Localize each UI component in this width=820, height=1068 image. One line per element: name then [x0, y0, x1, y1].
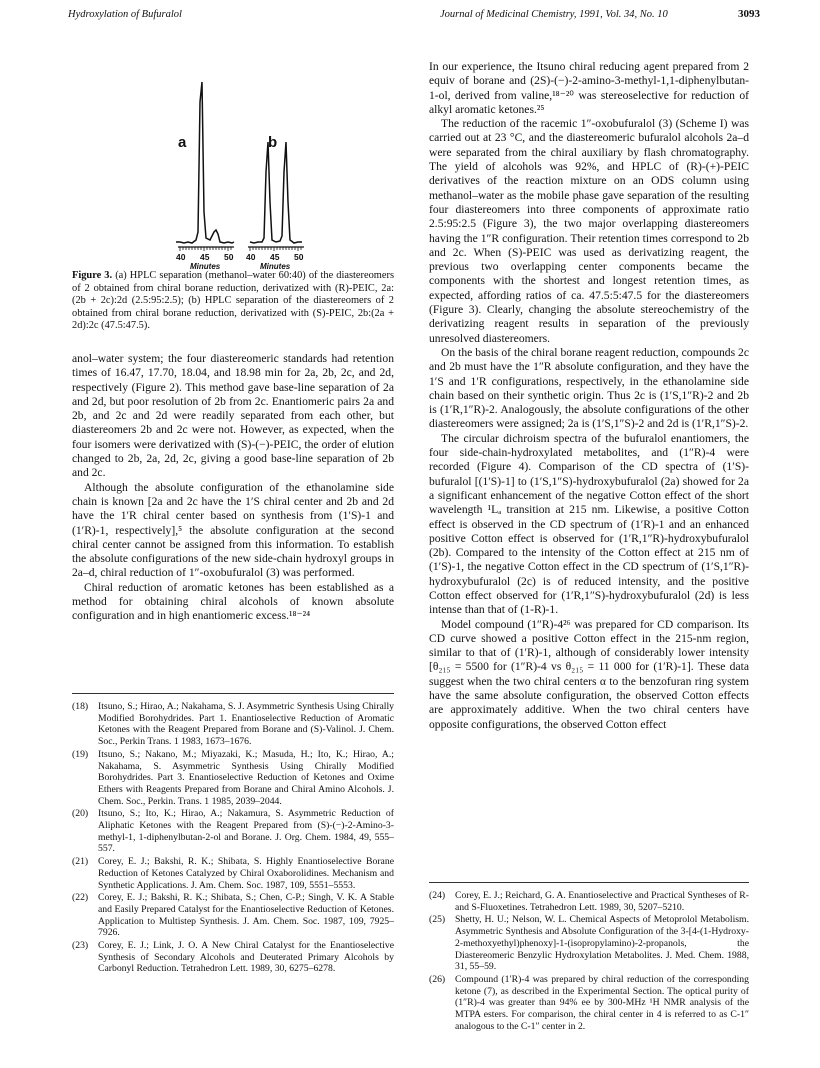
left-paragraph-2: Although the absolute configuration of the ethanolamine side chain is known [2a and 2c have the 1′S chiral center and 2b and 2d have the 1′R chiral center based on synthesis from (1′S)-1 and (1′R)-1, respectively],⁵ the absolute configuration at the second chiral center cannot be assigned from this information. To establish the absolute configurations of the new side-chain hydroxyl groups in 2a–d, chiral reduction of 1″-oxobufuralol (3) was performed.: [72, 480, 394, 580]
tick-a-40: 40: [176, 252, 186, 262]
reference-item: (25) Shetty, H. U.; Nelson, W. L. Chemical Aspects of Metoprolol Metabolism. Asymmetric Synthesis and Absolute Configuration of the 3-[4-(1-Hydroxy-2-methoxyethyl)phenoxy]-1-(isopropylamino)-2-propanols, the Diastereomeric Benzylic Hydroxylation Metabolites. J. Med. Chem. 1988, 31, 55–59.: [429, 914, 749, 973]
chromatogram-trace-b: [250, 142, 302, 243]
panel-b-label: b: [268, 134, 278, 151]
right-paragraph-3: On the basis of the chiral borane reagent reduction, compounds 2c and 2b must have the 1″R absolute configuration, and they have the 1′S and 1′R configurations, respectively, in the ethanolamine side chain based on their synthetic origin. Thus 2c is (1′S,1″R)-2 and 2b is (1′R,1″R)-2. Analogously, the absolute configurations of the other diastereomers were assigned; 2a is (1′S,1″S)-2 and 2d is (1′R,1″S)-2.: [429, 345, 749, 431]
caption-text: (a) HPLC separation (methanol–water 60:40) of the diastereomers of 2 obtained from chiral borane reduction, derivatized with (R)-PEIC, 2a:(2b + 2c):2d (2.5:95:2.5); (b) HPLC separation of the diastereomers of 2 obtained from chiral borane reduction, derivatized with (S)-PEIC, 2b:(2a + 2d):2c (47.5:47.5).: [72, 270, 394, 332]
reference-item: (24) Corey, E. J.; Reichard, G. A. Enantioselective and Practical Syntheses of R- and S-Fluoxetines. Tetrahedron Lett. 1989, 30, 5207–5210.: [429, 890, 749, 913]
reference-item: (18) Itsuno, S.; Hirao, A.; Nakahama, S. J. Asymmetric Synthesis Using Chirally Modified Borohydrides. Part 1. Enantioselective Reduction of Aromatic Ketones with the Reagent Prepared from Borane and (S)-Valinol. J. Chem. Soc., Perkin Trans. 1 1983, 1673–1676.: [72, 701, 394, 748]
reference-item: (22) Corey, E. J.; Bakshi, R. K.; Shibata, S.; Chen, C-P.; Singh, V. K. A Stable and Easily Prepared Catalyst for the Enantioselective Reduction of Ketones. Application to Multistep Synthesis. J. Am. Chem. Soc. 1987, 109, 7925–7926.: [72, 892, 394, 939]
left-column-body: [72, 352, 394, 624]
left-paragraph-1: anol–water system; the four diastereomeric standards had retention times of 16.47, 17.70, 18.04, and 18.98 min for 2a, 2b, 2c, and 2d, respectively (Figure 2). This method gave base-line separation of 2a and 2d, but poor resolution of 2b from 2c. Enantiomeric pairs 2a and 2b, and 2c and 2d were readily separated from each other, but diastereomers 2b and 2c were not. However, as expected, when the four isomers were derivatized with (S)-(−)-PEIC, the order of elution changed to 2b, 2a, 2d, 2c, giving a good base-line separation of 2b and 2c.: [72, 352, 394, 480]
references-right: [429, 890, 749, 1033]
footnote-rule-right: [429, 882, 749, 883]
reference-item: (19) Itsuno, S.; Nakano, M.; Miyazaki, K.; Masuda, H.; Ito, K.; Hirao, A.; Nakahama, S. Asymmetric Synthesis Using Chirally Modified Borohydrides. Part 3. Enantioselective Reduction of Ketones and Oxime Ethers with Reagents Prepared from Borane and Chiral Amino Alcohols. J. Chem. Soc., Perkin. Trans. 1 1985, 2039–2044.: [72, 748, 394, 807]
left-paragraph-3: Chiral reduction of aromatic ketones has been established as a method for obtaining chiral alcohols of known absolute configuration and in high enantiomeric excess.¹⁸⁻²⁴: [72, 580, 394, 623]
right-paragraph-1: In our experience, the Itsuno chiral reducing agent prepared from 2 equiv of borane and (2S)-(−)-2-amino-3-methyl-1,1-diphenylbutan-1-ol, derived from valine,¹⁸⁻²⁰ was stereoselective for reduction of alkyl aromatic ketones.²⁵: [429, 60, 749, 116]
running-header-title: Hydroxylation of Bufuralol: [68, 9, 182, 20]
tick-b-40: 40: [246, 252, 256, 262]
right-paragraph-5: Model compound (1″R)-4²⁶ was prepared for CD comparison. Its CD curve showed a positive Cotton effect in the 215-nm region, similar to that of (1′R)-1, although of considerably lower intensity [θ₂₁₅ = 5500 for (1″R)-4 vs θ₂₁₅ = 11 000 for (1′R)-1]. These data suggest when the two chiral centers α to the benzofuran ring system have the same absolute configuration, the observed Cotton effects are approximately additive. When the two chiral centers have opposite configurations, the observed Cotton effect: [429, 617, 749, 731]
panel-a-label: a: [178, 134, 187, 151]
tick-a-50: 50: [224, 252, 234, 262]
reference-item: (23) Corey, E. J.; Link, J. O. A New Chiral Catalyst for the Enantioselective Synthesis of Secondary Alcohols and Deuterated Primary Alcohols by Carbonyl Reduction. Tetrahedron Lett. 1989, 30, 6275–6278.: [72, 940, 394, 975]
figure-3-chromatograms: [168, 62, 338, 272]
chromatogram-plot: [168, 62, 338, 272]
tick-b-45: 45: [270, 252, 280, 262]
tick-a-45: 45: [200, 252, 210, 262]
right-column-body: [429, 60, 749, 732]
page-number: 3093: [738, 8, 760, 20]
axis-unit-b: Minutes: [260, 262, 291, 271]
footnote-rule-left: [72, 693, 394, 694]
figure-3-caption: [72, 270, 394, 333]
axis-b-ticks: [250, 247, 301, 251]
reference-item: (20) Itsuno, S.; Ito, K.; Hirao, A.; Nakamura, S. Asymmetric Reduction of Aliphatic Ketones with the Reagent Prepared from (S)-(−)-2-Amino-3-methyl-1, 1-diphenylbutan-2-ol and Borane. J. Org. Chem. 1984, 49, 555–557.: [72, 808, 394, 855]
running-header-journal: Journal of Medicinal Chemistry, 1991, Vol. 34, No. 10: [440, 9, 668, 20]
caption-label: Figure 3.: [72, 270, 113, 281]
reference-item: (21) Corey, E. J.; Bakshi, R. K.; Shibata, S. Highly Enantioselective Borane Reduction of Ketones Catalyzed by Chiral Oxaborolidines. Mechanism and Synthetic Applications. J. Am. Chem. Soc. 1987, 109, 5551–5553.: [72, 856, 394, 891]
references-left: [72, 701, 394, 976]
right-paragraph-2: The reduction of the racemic 1″-oxobufuralol (3) (Scheme I) was carried out at 23 °C, and the diastereomeric bufuralol alcohols 2a–d were separated from the chiral auxiliary by flash chromatography. The yield of alcohols was 92%, and HPLC of (R)-(+)-PEIC derivatives of the reaction mixture on an ODS column using methanol–water as the mobile phase gave separation of the resulting four diastereomers into three components of approximate ratio 2.5:95:2.5 (Figure 3), the two major overlapping diastereomers having the 1″R configuration. Their retention times correspond to 2b and 2c. When (S)-PEIC was used as derivatizing reagent, the previous two overlapping center components became the components with the shortest and longest retention times, as expected, affording ratios of ca. 47.5:5:47.5 for the diastereomers (Figure 3). Clearly, changing the absolute stereochemistry of the derivatizing reagent results in separation of the previously unresolved diastereomers.: [429, 117, 749, 345]
right-paragraph-4: The circular dichroism spectra of the bufuralol enantiomers, the four side-chain-hydroxylated metabolites, and (1″R)-4 were recorded (Figure 4). Comparison of the CD spectra of (1′S)-bufuralol [(1′S)-1] to (1′S,1″S)-hydroxybufuralol (2a) showed for 2a a significant enhancement of the negative Cotton effect of the short wavelength ¹Lₐ transition at 215 nm. Likewise, a positive Cotton effect is observed in the CD spectrum of (1′R)-1 and an enhanced positive Cotton effect is observed for (1′R,1″R)-hydroxybufuralol (2b). Compared to the intensity of the Cotton effect at 215 nm of (1′S)-1, the negative Cotton effect in the CD spectrum of (1′S,1″R)-hydroxybufuralol (2c) is of reduced intensity, and the positive Cotton effect observed for (1′R,1″S)-hydroxybufuralol (2d) is less intense than that of (1-R)-1.: [429, 431, 749, 617]
reference-item: (26) Compound (1′R)-4 was prepared by chiral reduction of the corresponding ketone (7), as described in the Experimental Section. The optical purity of (1″R)-4 was greater than 94% ee by 300-MHz ¹H NMR analysis of the MTPA esters. For comparison, the chiral center in 4 is referred to as C-1″ analogous to the C-1″ center in 2.: [429, 973, 749, 1032]
axis-a-ticks: [180, 247, 231, 251]
chromatogram-trace-a: [176, 82, 234, 243]
tick-b-50: 50: [294, 252, 304, 262]
axis-unit-a: Minutes: [190, 262, 221, 271]
